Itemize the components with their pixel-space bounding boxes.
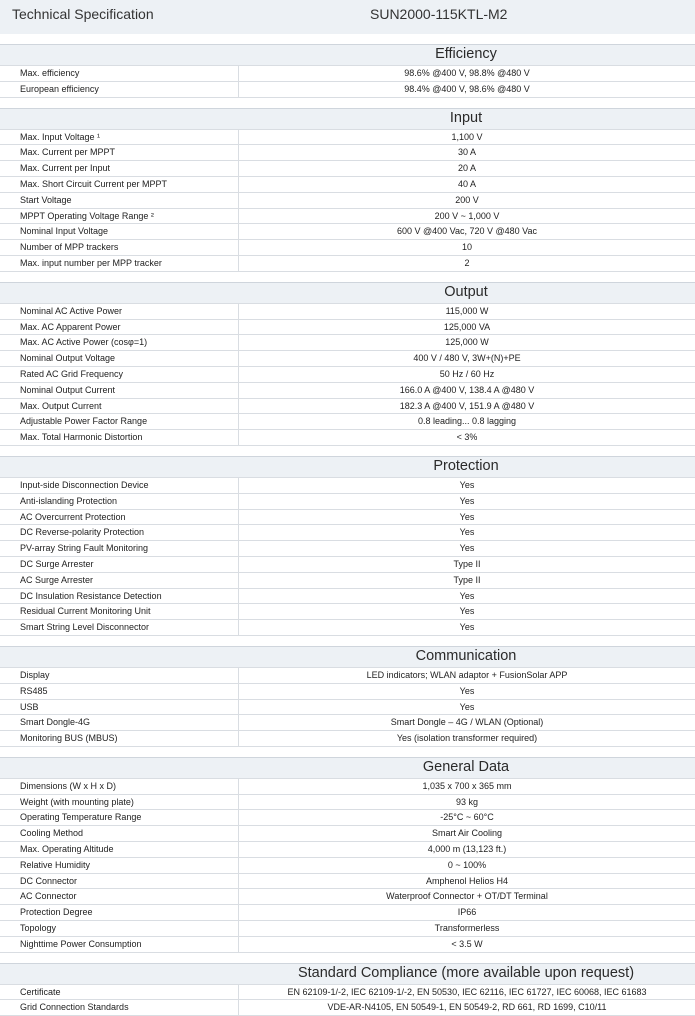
spec-value: Yes (isolation transformer required): [238, 731, 695, 746]
section-header-communication: [0, 646, 695, 667]
section-spacer: [0, 636, 695, 646]
spec-label: AC Connector: [20, 891, 77, 902]
spec-label: Protection Degree: [20, 907, 93, 918]
spec-value: 1,035 x 700 x 365 mm: [238, 779, 695, 794]
spec-row: [0, 904, 695, 920]
spec-label: DC Connector: [20, 875, 78, 886]
spec-row: [0, 572, 695, 588]
spec-row: [0, 619, 695, 636]
model-name: SUN2000-115KTL-M2: [370, 6, 508, 22]
spec-row: [0, 888, 695, 904]
spec-label: Relative Humidity: [20, 859, 91, 870]
spec-value: Yes: [238, 604, 695, 619]
spec-table: [0, 44, 695, 1016]
spec-value: 182.3 A @400 V, 151.9 A @480 V: [238, 399, 695, 414]
spec-row: [0, 255, 695, 272]
spec-value: Yes: [238, 684, 695, 699]
spec-row: [0, 160, 695, 176]
spec-label: Nominal Input Voltage: [20, 226, 109, 237]
spec-row: [0, 999, 695, 1016]
spec-label: Certificate: [20, 986, 61, 997]
spec-label: DC Surge Arrester: [20, 558, 94, 569]
spec-value: 166.0 A @400 V, 138.4 A @480 V: [238, 383, 695, 398]
spec-row: [0, 81, 695, 98]
spec-value: Yes: [238, 525, 695, 540]
spec-value: < 3.5 W: [238, 937, 695, 952]
spec-value: Type II: [238, 557, 695, 572]
spec-value: Waterproof Connector + OT/DT Terminal: [238, 889, 695, 904]
spec-value: Smart Air Cooling: [238, 826, 695, 841]
spec-row: [0, 319, 695, 335]
spec-value: Smart Dongle – 4G / WLAN (Optional): [238, 715, 695, 730]
spec-value: 40 A: [238, 177, 695, 192]
spec-row: [0, 176, 695, 192]
spec-row: [0, 524, 695, 540]
spec-label: MPPT Operating Voltage Range ²: [20, 210, 154, 221]
spec-row: [0, 382, 695, 398]
spec-row: [0, 841, 695, 857]
spec-row: [0, 192, 695, 208]
spec-row: [0, 413, 695, 429]
section-spacer: [0, 98, 695, 108]
spec-label: PV-array String Fault Monitoring: [20, 543, 149, 554]
spec-label: Input-side Disconnection Device: [20, 479, 149, 490]
spec-row: [0, 794, 695, 810]
spec-row: [0, 366, 695, 382]
spec-label: Smart Dongle-4G: [20, 717, 91, 728]
spec-label: Grid Connection Standards: [20, 1002, 129, 1013]
spec-row: [0, 730, 695, 747]
spec-row: [0, 667, 695, 683]
spec-row: [0, 603, 695, 619]
spec-row: [0, 129, 695, 145]
spec-label: Max. Current per MPPT: [20, 147, 116, 158]
spec-value: 125,000 W: [238, 335, 695, 350]
spec-label: Max. efficiency: [20, 68, 80, 78]
spec-row: [0, 144, 695, 160]
spec-label: Dimensions (W x H x D): [20, 780, 117, 791]
spec-value: < 3%: [238, 430, 695, 445]
spec-label: Max. Total Harmonic Distortion: [20, 432, 143, 443]
section-spacer: [0, 953, 695, 963]
spec-label: Nominal AC Active Power: [20, 305, 123, 316]
section-title: Protection: [433, 457, 499, 474]
spec-label: Max. Operating Altitude: [20, 844, 114, 855]
spec-value: 20 A: [238, 161, 695, 176]
spec-value: Yes: [238, 589, 695, 604]
spec-label: Number of MPP trackers: [20, 242, 119, 253]
spec-label: Operating Temperature Range: [20, 812, 142, 823]
spec-value: EN 62109-1/-2, IEC 62109-1/-2, EN 50530, IEC 62116, IEC 61727, IEC 60068, IEC 61683: [238, 985, 695, 1000]
spec-label: RS485: [20, 685, 48, 696]
spec-value: Yes: [238, 494, 695, 509]
spec-label: Anti-islanding Protection: [20, 495, 118, 506]
spec-row: [0, 398, 695, 414]
spec-row: [0, 350, 695, 366]
spec-value: Amphenol Helios H4: [238, 874, 695, 889]
spec-label: Topology: [20, 923, 57, 934]
spec-row: [0, 223, 695, 239]
spec-value: 98.6% @400 V, 98.8% @480 V: [238, 66, 695, 81]
spec-value: 125,000 VA: [238, 320, 695, 335]
spec-label: Monitoring BUS (MBUS): [20, 733, 118, 744]
spec-row: [0, 540, 695, 556]
spec-row: [0, 429, 695, 446]
spec-value: -25°C ~ 60°C: [238, 810, 695, 825]
spec-label: AC Overcurrent Protection: [20, 511, 126, 522]
spec-label: Max. Output Current: [20, 400, 102, 411]
spec-label: DC Reverse-polarity Protection: [20, 527, 145, 538]
spec-row: [0, 65, 695, 81]
spec-value: Transformerless: [238, 921, 695, 936]
spec-label: Smart String Level Disconnector: [20, 622, 150, 633]
spec-value: 1,100 V: [238, 130, 695, 145]
spec-label: Nominal Output Current: [20, 384, 116, 395]
spec-value: IP66: [238, 905, 695, 920]
spec-row: [0, 334, 695, 350]
spec-label: Max. AC Active Power (cosφ=1): [20, 337, 148, 348]
spec-value: 2: [238, 256, 695, 271]
spec-row: [0, 857, 695, 873]
spec-row: [0, 778, 695, 794]
spec-label: Residual Current Monitoring Unit: [20, 606, 151, 617]
spec-row: [0, 825, 695, 841]
spec-row: [0, 477, 695, 493]
spec-value: 93 kg: [238, 795, 695, 810]
section-header-efficiency: [0, 44, 695, 65]
section-title: Standard Compliance (more available upon request): [297, 964, 635, 981]
spec-value: 115,000 W: [238, 304, 695, 319]
spec-label: European efficiency: [20, 83, 99, 94]
spec-label: Display: [20, 669, 50, 680]
spec-row: [0, 936, 695, 953]
spec-value: 200 V ~ 1,000 V: [238, 209, 695, 224]
spec-value: 400 V / 480 V, 3W+(N)+PE: [238, 351, 695, 366]
spec-label: Weight (with mounting plate): [20, 796, 134, 807]
spec-label: Adjustable Power Factor Range: [20, 416, 148, 427]
spec-value: 10: [238, 240, 695, 255]
spec-value: Yes: [238, 541, 695, 556]
spec-value: 4,000 m (13,123 ft.): [238, 842, 695, 857]
spec-value: Type II: [238, 573, 695, 588]
spec-row: [0, 683, 695, 699]
spec-label: Cooling Method: [20, 828, 84, 839]
spec-value: VDE-AR-N4105, EN 50549-1, EN 50549-2, RD 661, RD 1699, C10/11: [238, 1000, 695, 1015]
spec-label: Nominal Output Voltage: [20, 353, 116, 364]
spec-row: [0, 556, 695, 572]
spec-label: Max. AC Apparent Power: [20, 321, 121, 332]
spec-label: Rated AC Grid Frequency: [20, 368, 124, 379]
spec-value: Yes: [238, 700, 695, 715]
spec-row: [0, 493, 695, 509]
spec-row: [0, 588, 695, 604]
section-header-general: [0, 757, 695, 778]
spec-row: [0, 239, 695, 255]
spec-value: Yes: [238, 620, 695, 635]
spec-label: Start Voltage: [20, 194, 72, 205]
spec-label: Max. Input Voltage ¹: [20, 131, 101, 142]
page-header: [0, 0, 695, 34]
spec-value: 30 A: [238, 145, 695, 160]
section-title: General Data: [422, 758, 510, 775]
spec-value: 0.8 leading... 0.8 lagging: [238, 414, 695, 429]
spec-label: Max. Current per Input: [20, 163, 111, 174]
spec-label: DC Insulation Resistance Detection: [20, 590, 162, 601]
section-header-input: [0, 108, 695, 129]
section-spacer: [0, 747, 695, 757]
spec-value: 600 V @400 Vac, 720 V @480 Vac: [238, 224, 695, 239]
spec-row: [0, 714, 695, 730]
spec-row: [0, 208, 695, 224]
spec-label: Nighttime Power Consumption: [20, 938, 142, 949]
spec-value: 0 ~ 100%: [238, 858, 695, 873]
spec-value: 200 V: [238, 193, 695, 208]
section-header-output: [0, 282, 695, 303]
spec-row: [0, 920, 695, 936]
spec-label: Max. Short Circuit Current per MPPT: [20, 178, 168, 189]
page-title: Technical Specification: [12, 6, 154, 22]
spec-row: [0, 303, 695, 319]
spec-value: Yes: [238, 478, 695, 493]
spec-row: [0, 809, 695, 825]
section-title: Communication: [415, 647, 517, 664]
section-header-protection: [0, 456, 695, 477]
spec-label: Max. input number per MPP tracker: [20, 257, 162, 268]
section-title: Output: [444, 283, 488, 300]
section-header-standard: [0, 963, 695, 984]
spec-row: [0, 699, 695, 715]
section-spacer: [0, 446, 695, 456]
spec-value: Yes: [238, 510, 695, 525]
spec-value: 98.4% @400 V, 98.6% @480 V: [238, 82, 695, 97]
section-spacer: [0, 272, 695, 282]
spec-row: [0, 984, 695, 1000]
spec-label: AC Surge Arrester: [20, 574, 94, 585]
spec-value: LED indicators; WLAN adaptor + FusionSolar APP: [238, 668, 695, 683]
spec-row: [0, 509, 695, 525]
section-title: Efficiency: [435, 46, 497, 62]
spec-label: USB: [20, 701, 39, 712]
spec-row: [0, 873, 695, 889]
spec-value: 50 Hz / 60 Hz: [238, 367, 695, 382]
section-title: Input: [449, 109, 483, 126]
